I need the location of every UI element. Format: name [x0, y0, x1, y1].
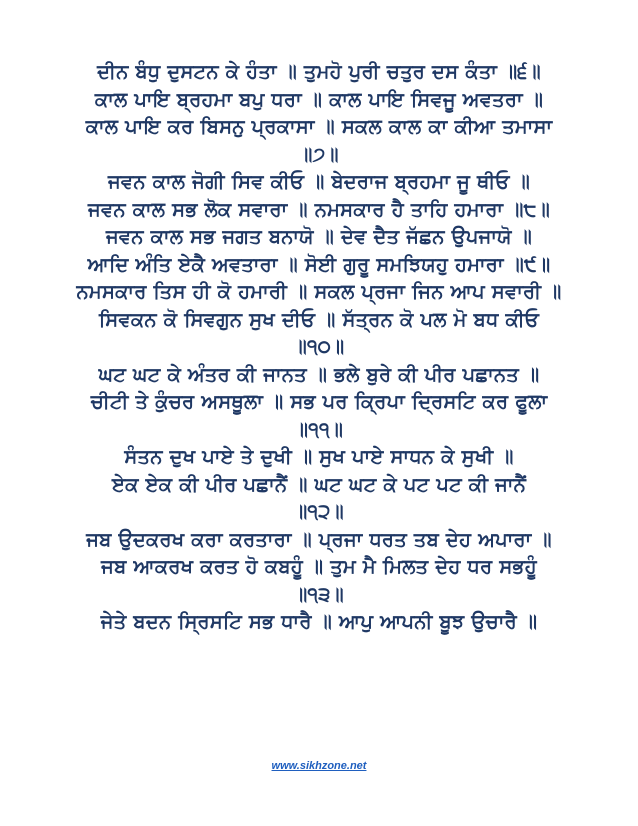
verse-line: ਜਬ ਉਦਕਰਖ ਕਰਾ ਕਰਤਾਰਾ ॥ ਪ੍ਰਜਾ ਧਰਤ ਤਬ ਦੇਹ ਅਪਾਰਾ ॥: [86, 527, 552, 551]
verse-line: ਕਾਲ ਪਾਇ ਕਰ ਬਿਸਨੁ ਪ੍ਰਕਾਸਾ ॥ ਸਕਲ ਕਾਲ ਕਾ ਕੀਆ ਤਮਾਸਾ: [85, 115, 553, 138]
verse-number: ॥੭॥: [299, 142, 339, 166]
verse-line: ਨਮਸਕਾਰ ਤਿਸ ਹੀ ਕੋ ਹਮਾਰੀ ॥ ਸਕਲ ਪ੍ਰਜਾ ਜਿਨ ਆਪ ਸਵਾਰੀ ॥: [76, 280, 562, 303]
verse-number: ॥੧੦॥: [293, 335, 345, 358]
verse-line: ਜੇਤੇ ਬਦਨ ਸ੍ਰਿਸਟਿ ਸਭ ਧਾਰੈ ॥ ਆਪੁ ਆਪਨੀ ਬੂਝ ਉਚਾਰੈ ॥: [100, 610, 538, 633]
verse-line: ਸੰਤਨ ਦੁਖ ਪਾਏ ਤੇ ਦੁਖੀ ॥ ਸੁਖ ਪਾਏ ਸਾਧਨ ਕੇ ਸੁਖੀ ॥: [124, 445, 514, 468]
verse-line: ਆਦਿ ਅੰਤਿ ਏਕੈ ਅਵਤਾਰਾ ॥ ਸੋਈ ਗੁਰੂ ਸਮਝਿਯਹੁ ਹਮਾਰਾ ॥੯॥: [87, 252, 551, 276]
verse-line: ਘਟ ਘਟ ਕੇ ਅੰਤਰ ਕੀ ਜਾਨਤ ॥ ਭਲੇ ਬੁਰੇ ਕੀ ਪੀਰ ਪਛਾਨਤ ॥: [98, 362, 540, 386]
verse-line: ਦੀਨ ਬੰਧੁ ਦੁਸਟਨ ਕੇ ਹੰਤਾ ॥ ਤੁਮਹੋ ਪੁਰੀ ਚਤੁਰ ਦਸ ਕੰਤਾ ॥੬॥: [97, 60, 541, 83]
verse-number: ॥੧੩॥: [294, 582, 344, 606]
verse-line: ਸਿਵਕਨ ਕੋ ਸਿਵਗੁਨ ਸੁਖ ਦੀਓ ॥ ਸੱਤ੍ਰਨ ਕੋ ਪਲ ਮੋ ਬਧ ਕੀਓ: [98, 307, 540, 331]
verse-line: ਜਵਨ ਕਾਲ ਸਭ ਲੋਕ ਸਵਾਰਾ ॥ ਨਮਸਕਾਰ ਹੈ ਤਾਹਿ ਹਮਾਰਾ ॥੮॥: [88, 197, 550, 221]
verse-line: ਜਬ ਆਕਰਖ ਕਰਤ ਹੋ ਕਬਹੂੰ ॥ ਤੁਮ ਮੈ ਮਿਲਤ ਦੇਹ ਧਰ ਸਭਹੂੰ: [101, 555, 537, 578]
website-link[interactable]: www.sikhzone.net: [271, 760, 367, 772]
verse-number: ॥੧੧॥: [294, 417, 344, 441]
page-footer: [0, 760, 638, 772]
verse-line: ਜਵਨ ਕਾਲ ਸਭ ਜਗਤ ਬਨਾਯੋ ॥ ਦੇਵ ਦੈਤ ਜੱਛਨ ਉਪਜਾਯੋ ॥: [105, 225, 533, 248]
verse-line: ਚੀਟੀ ਤੇ ਕੁੰਚਰ ਅਸਥੂਲਾ ॥ ਸਭ ਪਰ ਕ੍ਰਿਪਾ ਦ੍ਰਿਸਟਿ ਕਰ ਫੂਲਾ: [90, 390, 548, 413]
verse-number: ॥੧੨॥: [294, 500, 344, 523]
verse-line: ਕਾਲ ਪਾਇ ਬ੍ਰਹਮਾ ਬਪੁ ਧਰਾ ॥ ਕਾਲ ਪਾਇ ਸਿਵਜੂ ਅਵਤਰਾ ॥: [94, 87, 544, 111]
document-page: [0, 58, 638, 636]
verse-line: ਜਵਨ ਕਾਲ ਜੋਗੀ ਸਿਵ ਕੀਓ ॥ ਬੇਦਰਾਜ ਬ੍ਰਹਮਾ ਜੂ ਥੀਓ ॥: [108, 170, 530, 193]
verse-line: ਏਕ ਏਕ ਕੀ ਪੀਰ ਪਛਾਨੈਂ ॥ ਘਟ ਘਟ ਕੇ ਪਟ ਪਟ ਕੀ ਜਾਨੈਂ: [111, 472, 527, 496]
